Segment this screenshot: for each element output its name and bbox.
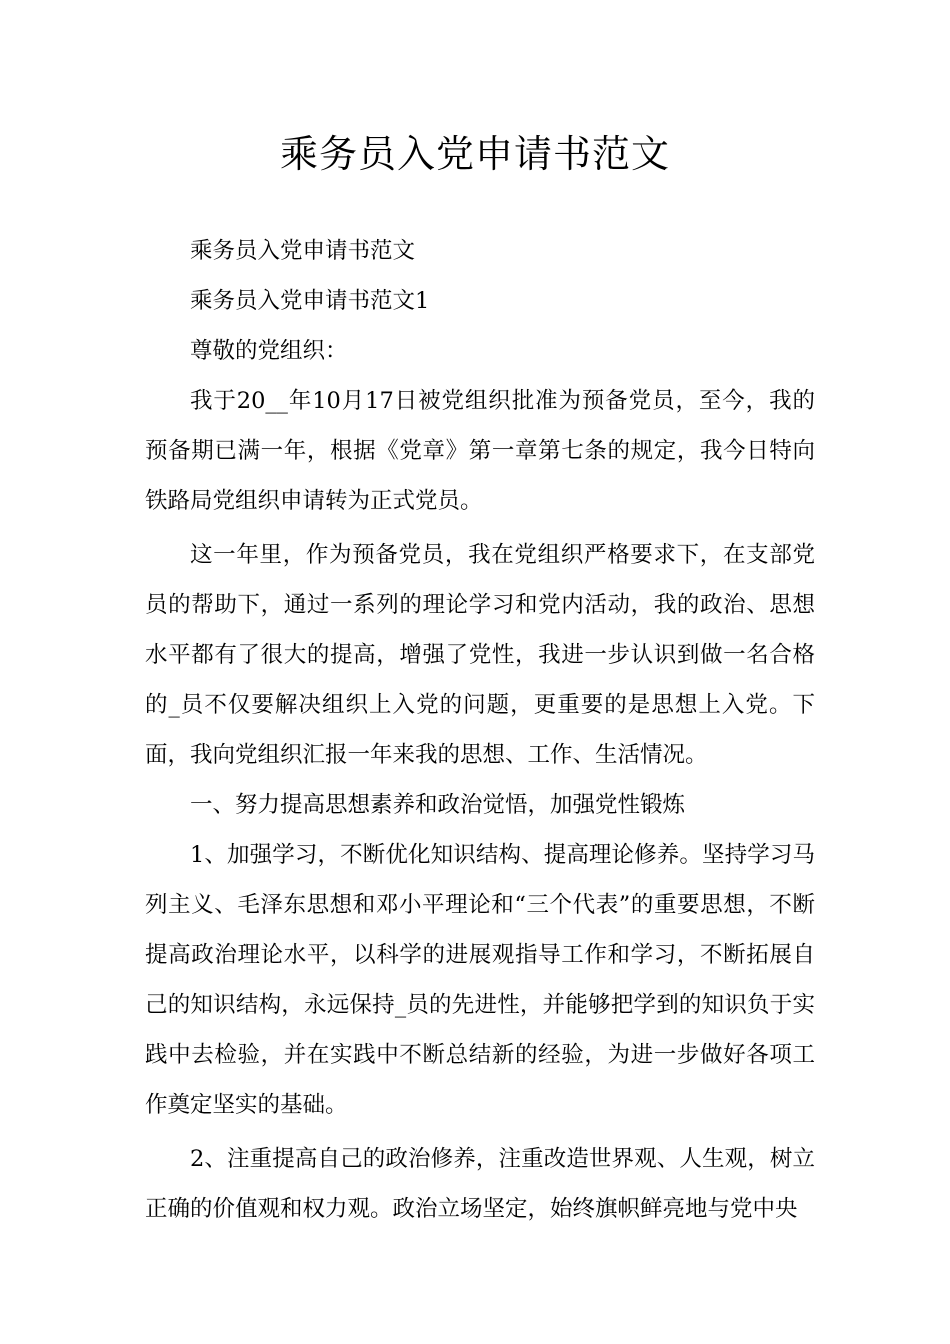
paragraph-point-2: 2、注重提高自己的政治修养，注重改造世界观、人生观，树立正确的价值观和权力观。政治立场坚定，始终旗帜鲜亮地与党中央 bbox=[145, 1146, 815, 1222]
document-body bbox=[145, 226, 815, 1234]
paragraph-section-heading: 一、努力提高思想素养和政治觉悟，加强党性锻炼 bbox=[190, 792, 686, 818]
document-title: 乘务员入党申请书范文 bbox=[279, 132, 670, 176]
paragraph-heading-1: 乘务员入党申请书范文1 bbox=[190, 288, 430, 314]
paragraph-year-summary: 这一年里，作为预备党员，我在党组织严格要求下，在支部党员的帮助下，通过一系列的理论学习和党内活动，我的政治、思想水平都有了很大的提高，增强了党性，我进一步认识到做一名合格的_员不仅要解决组织上入党的问题，更重要的是思想上入党。下面，我向党组织汇报一年来我的思想、工作、生活情况。 bbox=[145, 542, 815, 768]
paragraph-intro: 我于20__年10月17日被党组织批准为预备党员，至今，我的预备期已满一年，根据《党章》第一章第七条的规定，我今日特向铁路局党组织申请转为正式党员。 bbox=[145, 388, 815, 514]
paragraph-salutation: 尊敬的党组织： bbox=[190, 338, 348, 364]
paragraph-point-1: 1、加强学习，不断优化知识结构、提高理论修养。坚持学习马列主义、毛泽东思想和邓小平理论和“三个代表”的重要思想，不断提高政治理论水平，以科学的进展观指导工作和学习，不断拓展自己的知识结构，永远保持_员的先进性，并能够把学到的知识负于实践中去检验，并在实践中不断总结新的经验，为进一步做好各项工作奠定坚实的基础。 bbox=[145, 842, 815, 1118]
paragraph-subtitle: 乘务员入党申请书范文 bbox=[190, 238, 416, 264]
